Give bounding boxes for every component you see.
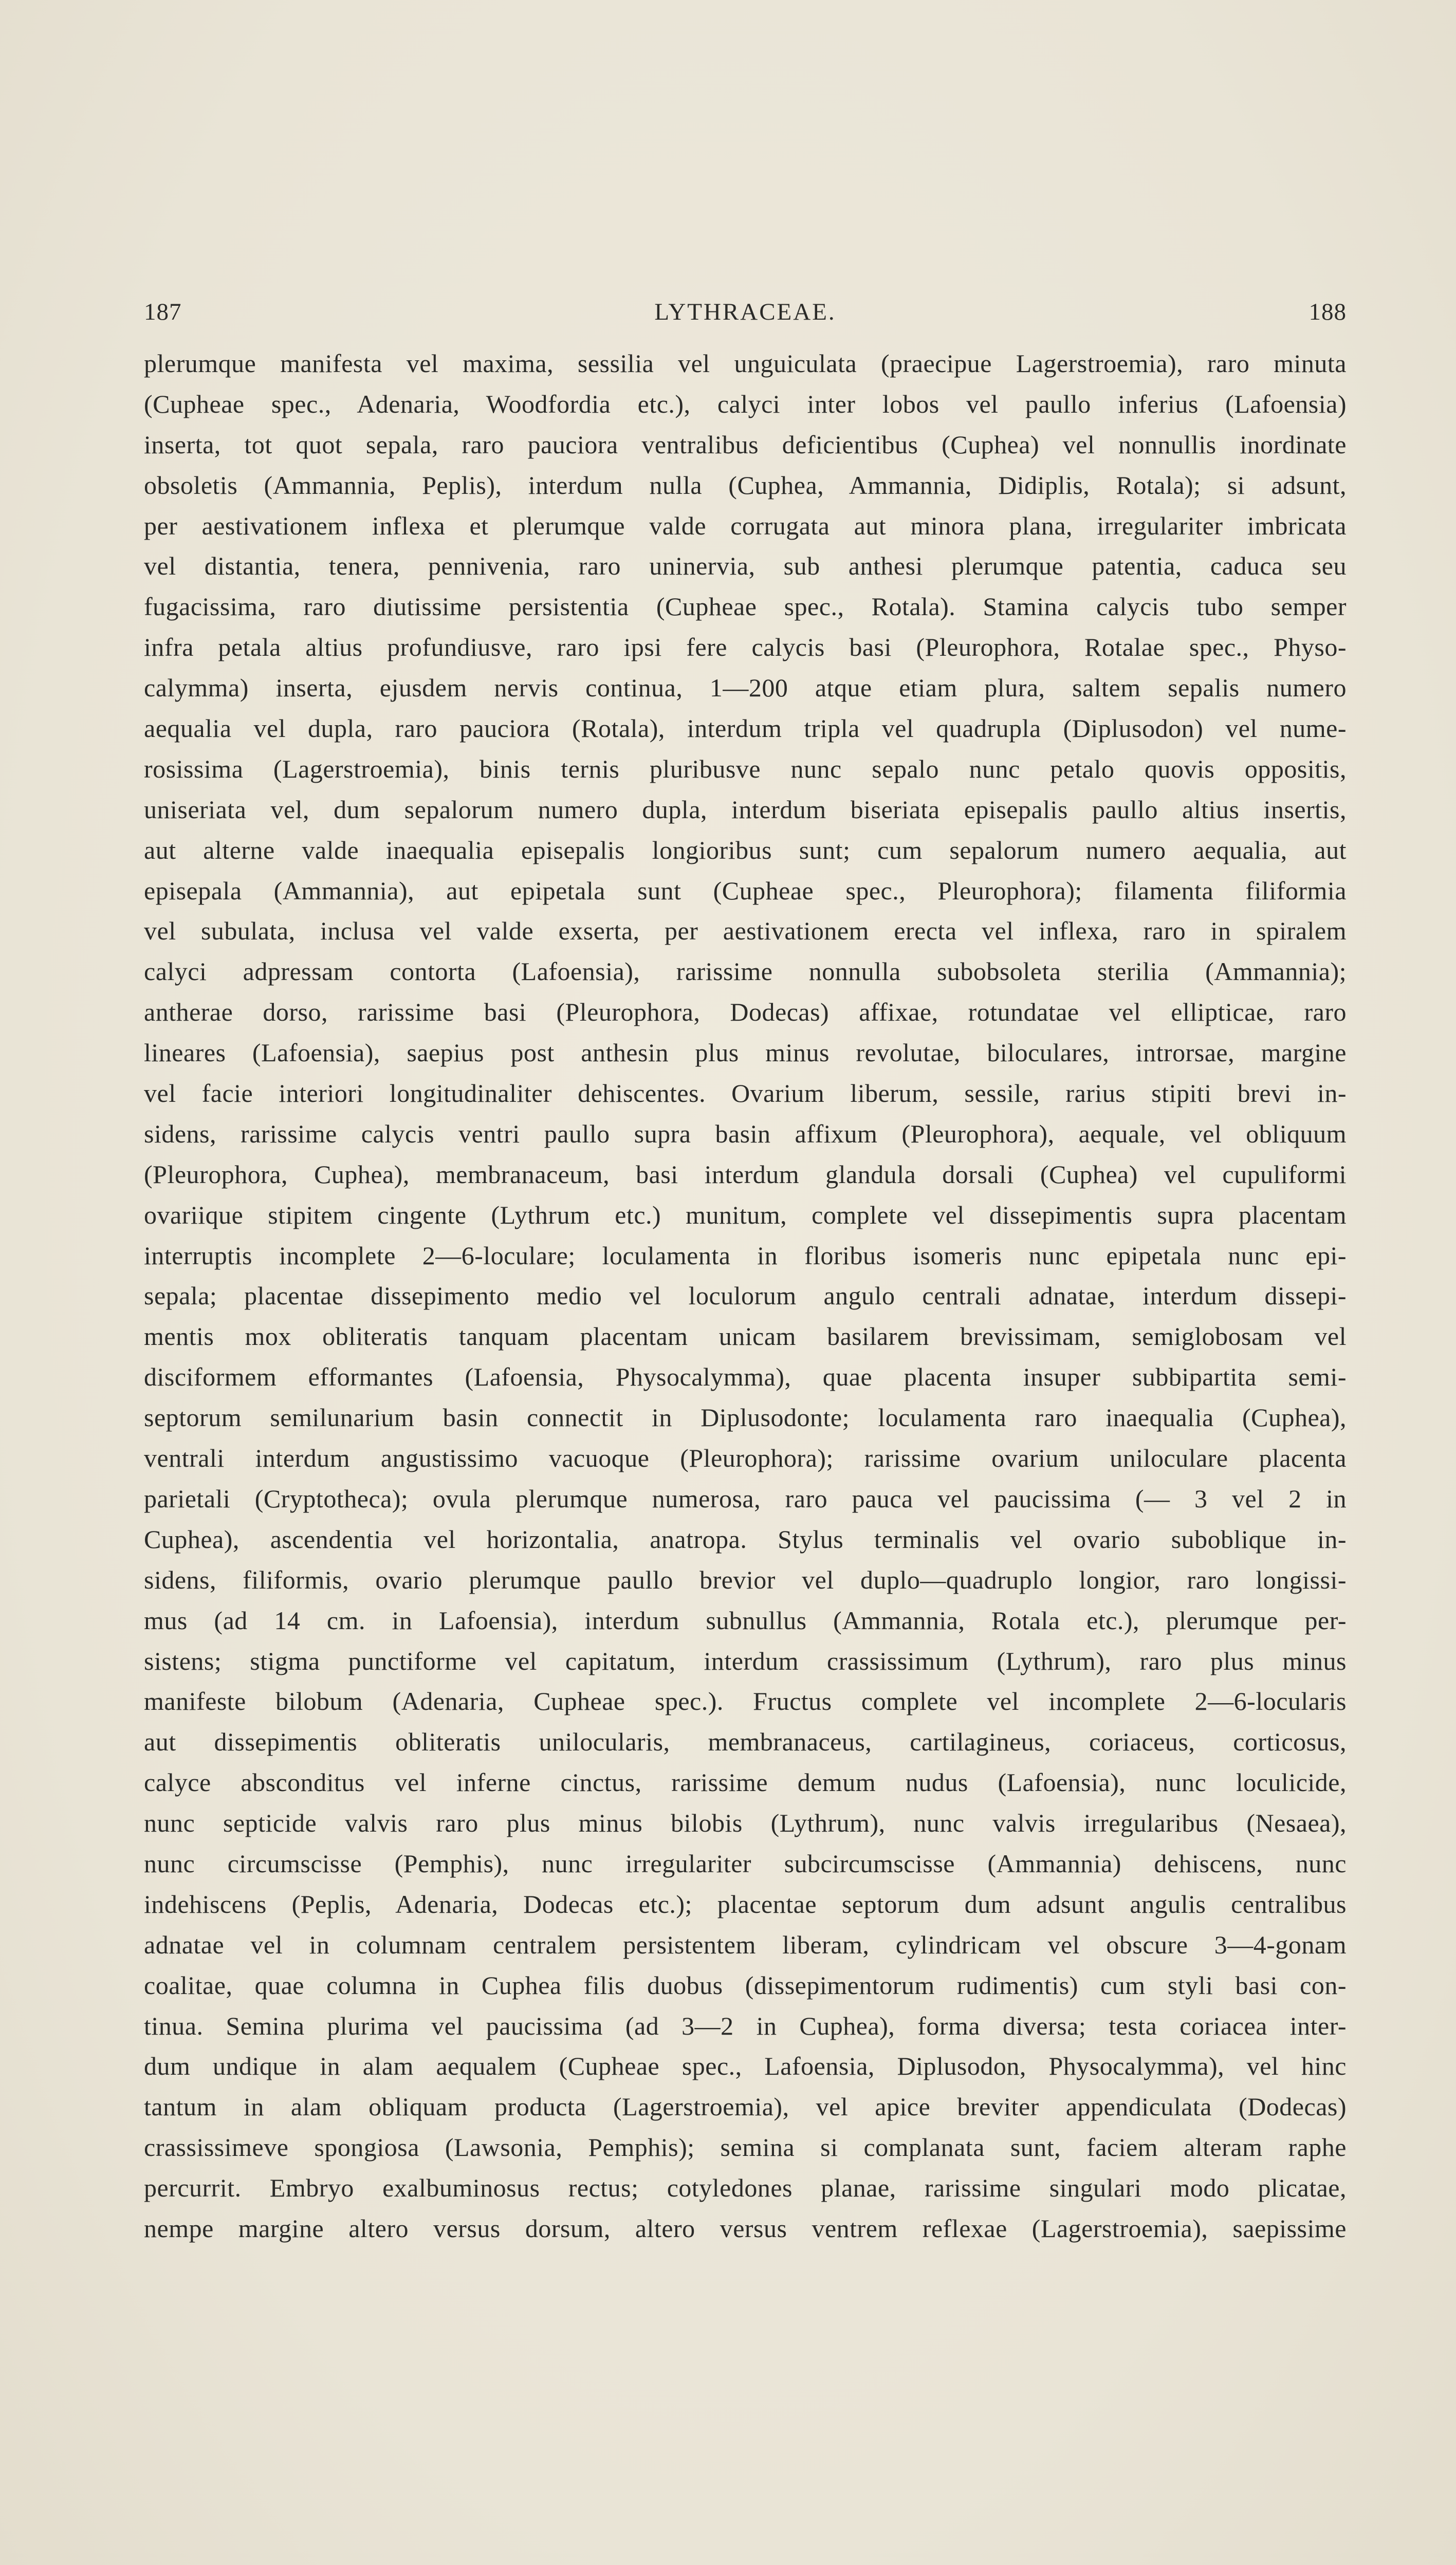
text-line: tinua. Semina plurima vel paucissima (ad 3—2 in Cuphea), forma diversa; testa coriacea inter- [144,2011,1347,2040]
text-line: calyce absconditus vel inferne cinctus, rarissime demum nudus (Lafoensia), nunc loculicide, [144,1768,1347,1797]
text-line: parietali (Cryptotheca); ovula plerumque numerosa, raro pauca vel paucissima (— 3 vel 2 in [144,1484,1347,1513]
text-line: vel subulata, inclusa vel valde exserta, per aestivationem erecta vel inflexa, raro in spiralem [144,916,1347,946]
text-line: nempe margine altero versus dorsum, altero versus ventrem reflexae (Lagerstroemia), saepissime [144,2213,1347,2243]
text-line: mus (ad 14 cm. in Lafoensia), interdum subnullus (Ammannia, Rotala etc.), plerumque per- [144,1606,1347,1635]
text-line: sepala; placentae dissepimento medio vel loculorum angulo centrali adnatae, interdum dissepi- [144,1281,1347,1311]
page-number-right: 188 [1308,299,1347,325]
text-line: antherae dorso, rarissime basi (Pleurophora, Dodecas) affixae, rotundatae vel ellipticae, raro [144,998,1347,1027]
text-line: aequalia vel dupla, raro pauciora (Rotala), interdum tripla vel quadrupla (Diplusodon) vel nume- [144,714,1347,743]
text-line: tantum in alam obliquam producta (Lagerstroemia), vel apice breviter appendiculata (Dodecas) [144,2092,1347,2121]
text-line: dum undique in alam aequalem (Cupheae spec., Lafoensia, Diplusodon, Physocalymma), vel hinc [144,2052,1347,2081]
text-line: (Pleurophora, Cuphea), membranaceum, basi interdum glandula dorsali (Cuphea) vel cupuliformi [144,1159,1347,1189]
text-line: calyci adpressam contorta (Lafoensia), rarissime nonnulla subobsoleta sterilia (Ammannia); [144,957,1347,986]
text-line: disciformem efformantes (Lafoensia, Physocalymma), quae placenta insuper subbipartita semi- [144,1362,1347,1392]
text-line: vel facie interiori longitudinaliter dehiscentes. Ovarium liberum, sessile, rarius stipiti brevi in- [144,1079,1347,1108]
text-line: coalitae, quae columna in Cuphea filis duobus (dissepimentorum rudimentis) cum styli basi con- [144,1970,1347,2000]
page-number-left: 187 [144,299,182,325]
text-line: vel distantia, tenera, pennivenia, raro uninervia, sub anthesi plerumque patentia, caduca seu [144,551,1347,581]
running-header [144,298,1347,339]
text-line: mentis mox obliteratis tanquam placentam unicam basilarem brevissimam, semiglobosam vel [144,1322,1347,1351]
text-line: aut alterne valde inaequalia episepalis longioribus sunt; cum sepalorum numero aequalia, aut [144,835,1347,864]
text-line: plerumque manifesta vel maxima, sessilia vel unguiculata (praecipue Lagerstroemia), raro minuta [144,349,1347,378]
text-line: lineares (Lafoensia), saepius post anthesin plus minus revolutae, biloculares, introrsae, margine [144,1038,1347,1067]
text-line: rosissima (Lagerstroemia), binis ternis pluribusve nunc sepalo nunc petalo quovis oppositis, [144,754,1347,783]
text-line: calymma) inserta, ejusdem nervis continua, 1—200 atque etiam plura, saltem sepalis numero [144,673,1347,703]
text-line: uniseriata vel, dum sepalorum numero dupla, interdum biseriata episepalis paullo altius insertis, [144,795,1347,824]
text-line: adnatae vel in columnam centralem persistentem liberam, cylindricam vel obscure 3—4-gonam [144,1930,1347,1959]
text-line: Cuphea), ascendentia vel horizontalia, anatropa. Stylus terminalis vel ovario suboblique in- [144,1524,1347,1554]
text-line: crassissimeve spongiosa (Lawsonia, Pemphis); semina si complanata sunt, faciem alteram raphe [144,2133,1347,2162]
text-line: nunc circumscisse (Pemphis), nunc irregulariter subcircumscisse (Ammannia) dehiscens, nunc [144,1849,1347,1878]
text-line: manifeste bilobum (Adenaria, Cupheae spec.). Fructus complete vel incomplete 2—6-locularis [144,1687,1347,1716]
text-line: ventrali interdum angustissimo vacuoque (Pleurophora); rarissime ovarium uniloculare placenta [144,1444,1347,1473]
text-line: ovariique stipitem cingente (Lythrum etc.) munitum, complete vel dissepimentis supra placentam [144,1200,1347,1229]
text-line: sidens, rarissime calycis ventri paullo supra basin affixum (Pleurophora), aequale, vel obliquum [144,1119,1347,1148]
text-line: obsoletis (Ammannia, Peplis), interdum nulla (Cuphea, Ammannia, Didiplis, Rotala); si adsunt, [144,470,1347,500]
text-line: (Cupheae spec., Adenaria, Woodfordia etc.), calyci inter lobos vel paullo inferius (Lafoensia) [144,389,1347,418]
text-line: infra petala altius profundiusve, raro ipsi fere calycis basi (Pleurophora, Rotalae spec., Physo- [144,633,1347,662]
text-line: aut dissepimentis obliteratis unilocularis, membranaceus, cartilagineus, coriaceus, corticosus, [144,1727,1347,1757]
body-text [144,343,1347,2249]
text-line: septorum semilunarium basin connectit in Diplusodonte; loculamenta raro inaequalia (Cuphea), [144,1403,1347,1432]
text-line: fugacissima, raro diutissime persistentia (Cupheae spec., Rotala). Stamina calycis tubo semper [144,592,1347,621]
text-line: sidens, filiformis, ovario plerumque paullo brevior vel duplo—quadruplo longior, raro longissi- [144,1565,1347,1594]
text-line: inserta, tot quot sepala, raro pauciora ventralibus deficientibus (Cuphea) vel nonnullis inordinate [144,430,1347,459]
running-title: LYTHRACEAE. [654,299,836,325]
text-line: nunc septicide valvis raro plus minus bilobis (Lythrum), nunc valvis irregularibus (Nesaea), [144,1809,1347,1838]
text-line: per aestivationem inflexa et plerumque valde corrugata aut minora plana, irregulariter imbricata [144,511,1347,540]
text-line: episepala (Ammannia), aut epipetala sunt (Cupheae spec., Pleurophora); filamenta filiformia [144,876,1347,905]
text-line: percurrit. Embryo exalbuminosus rectus; cotyledones planae, rarissime singulari modo plicatae, [144,2173,1347,2203]
text-line: indehiscens (Peplis, Adenaria, Dodecas etc.); placentae septorum dum adsunt angulis centralibus [144,1889,1347,1918]
text-line: sistens; stigma punctiforme vel capitatum, interdum crassissimum (Lythrum), raro plus minus [144,1646,1347,1675]
text-line: interruptis incomplete 2—6-loculare; loculamenta in floribus isomeris nunc epipetala nunc epi- [144,1241,1347,1270]
